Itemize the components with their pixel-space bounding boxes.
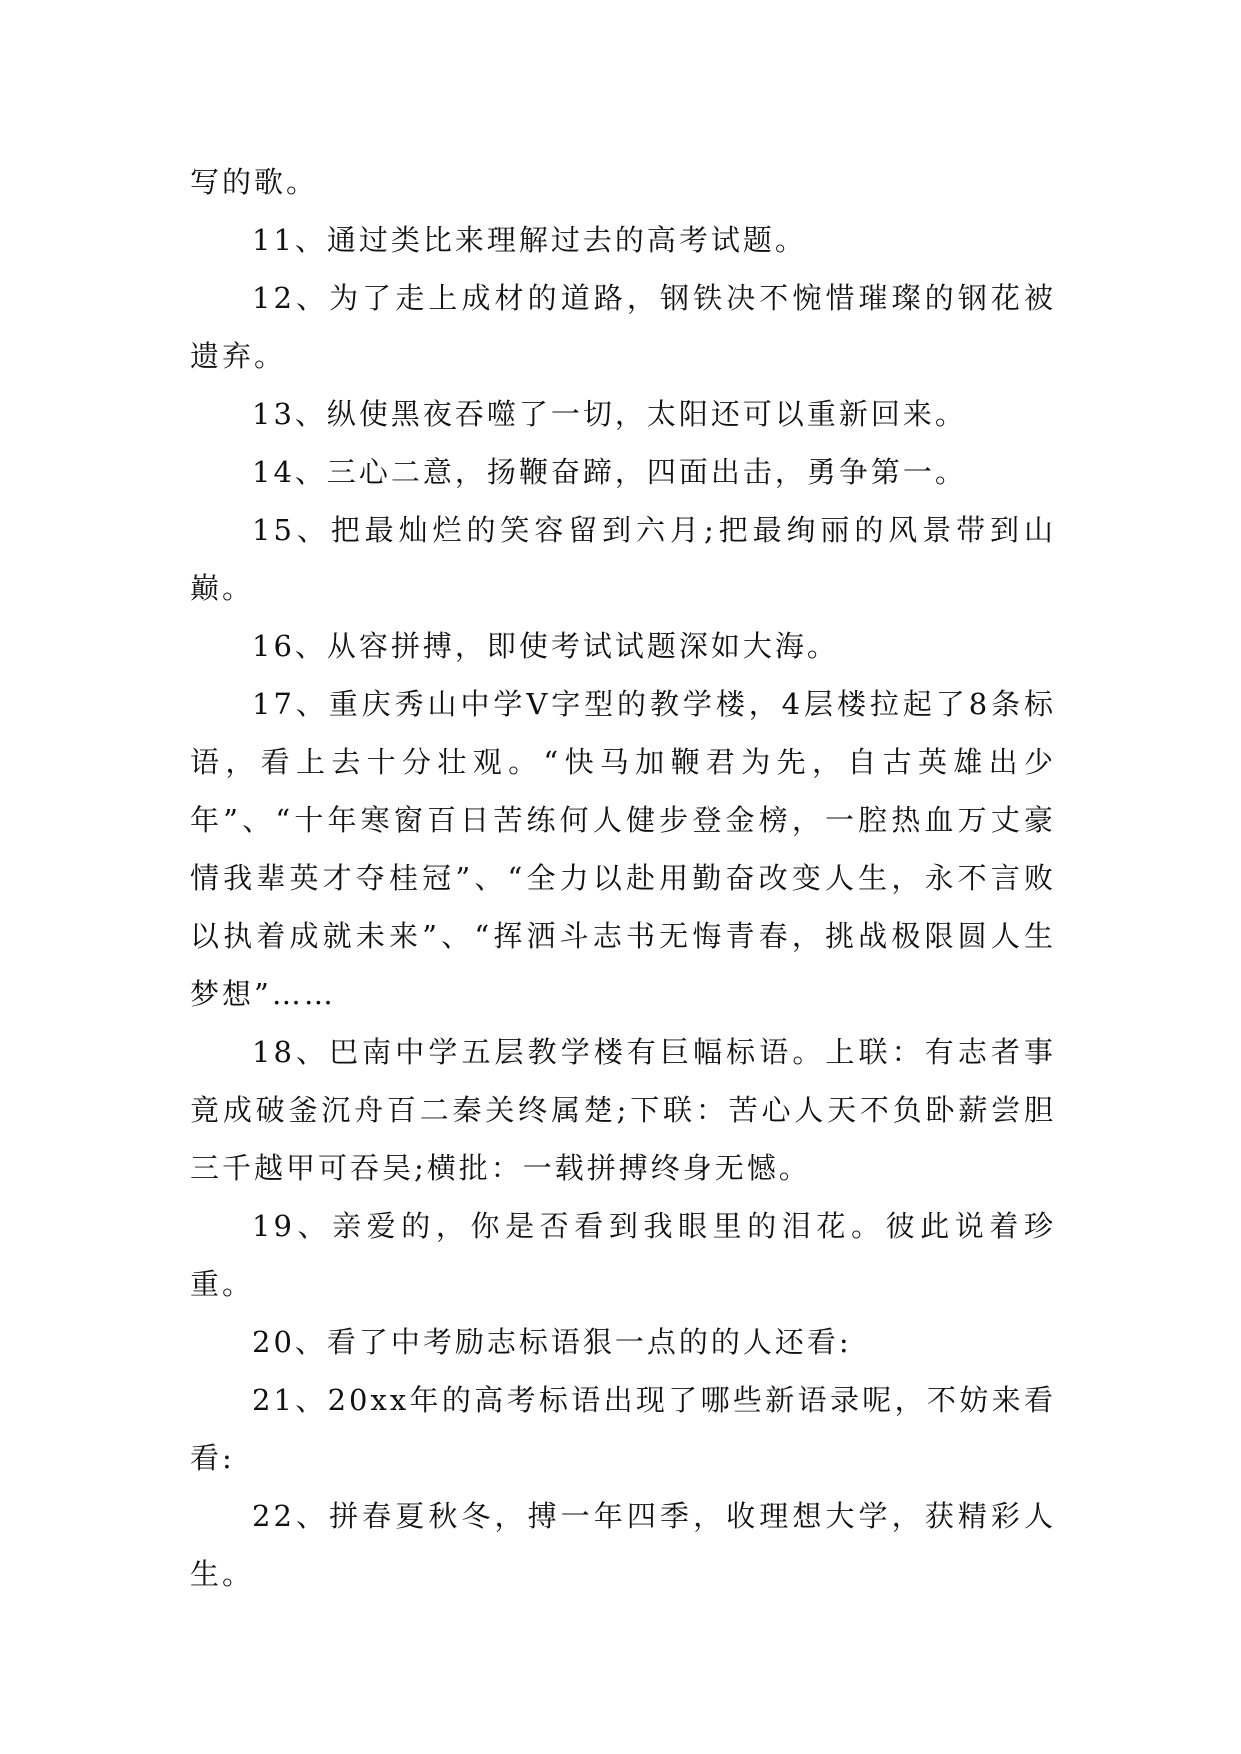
paragraph-continuation: 写的歌。 (190, 165, 319, 199)
list-item-17: 17、重庆秀山中学V字型的教学楼，4层楼拉起了8条标语，看上去十分壮观。“快马加鞭君为先，自古英雄出少年”、“十年寒窗百日苦练何人健步登金榜，一腔热血万丈豪情我辈英才夺桂冠”、“全力以赴用勤奋改变人生，永不言败以执着成就未来”、“挥洒斗志书无悔青春，挑战极限圆人生梦想”…… (190, 687, 1056, 1011)
list-item-13: 13、纵使黑夜吞噬了一切，太阳还可以重新回来。 (252, 397, 967, 431)
document-body (190, 153, 1056, 1603)
list-item-12: 12、为了走上成材的道路，钢铁决不惋惜璀璨的钢花被遗弃。 (190, 281, 1056, 373)
list-item-11: 11、通过类比来理解过去的高考试题。 (252, 223, 807, 257)
list-item-21: 21、20xx年的高考标语出现了哪些新语录呢，不妨来看看: (190, 1383, 1056, 1475)
list-item-14: 14、三心二意，扬鞭奋蹄，四面出击，勇争第一。 (252, 455, 967, 489)
list-item-22: 22、拼春夏秋冬，搏一年四季，收理想大学，获精彩人生。 (190, 1499, 1056, 1591)
list-item-15: 15、把最灿烂的笑容留到六月;把最绚丽的风景带到山巅。 (190, 513, 1056, 605)
list-item-19: 19、亲爱的，你是否看到我眼里的泪花。彼此说着珍重。 (190, 1209, 1056, 1301)
list-item-18: 18、巴南中学五层教学楼有巨幅标语。上联：有志者事竟成破釜沉舟百二秦关终属楚;下联：苦心人天不负卧薪尝胆三千越甲可吞吴;横批：一载拼搏终身无憾。 (190, 1035, 1056, 1185)
list-item-20: 20、看了中考励志标语狠一点的的人还看: (252, 1325, 852, 1359)
list-item-16: 16、从容拼搏，即使考试试题深如大海。 (252, 629, 839, 663)
